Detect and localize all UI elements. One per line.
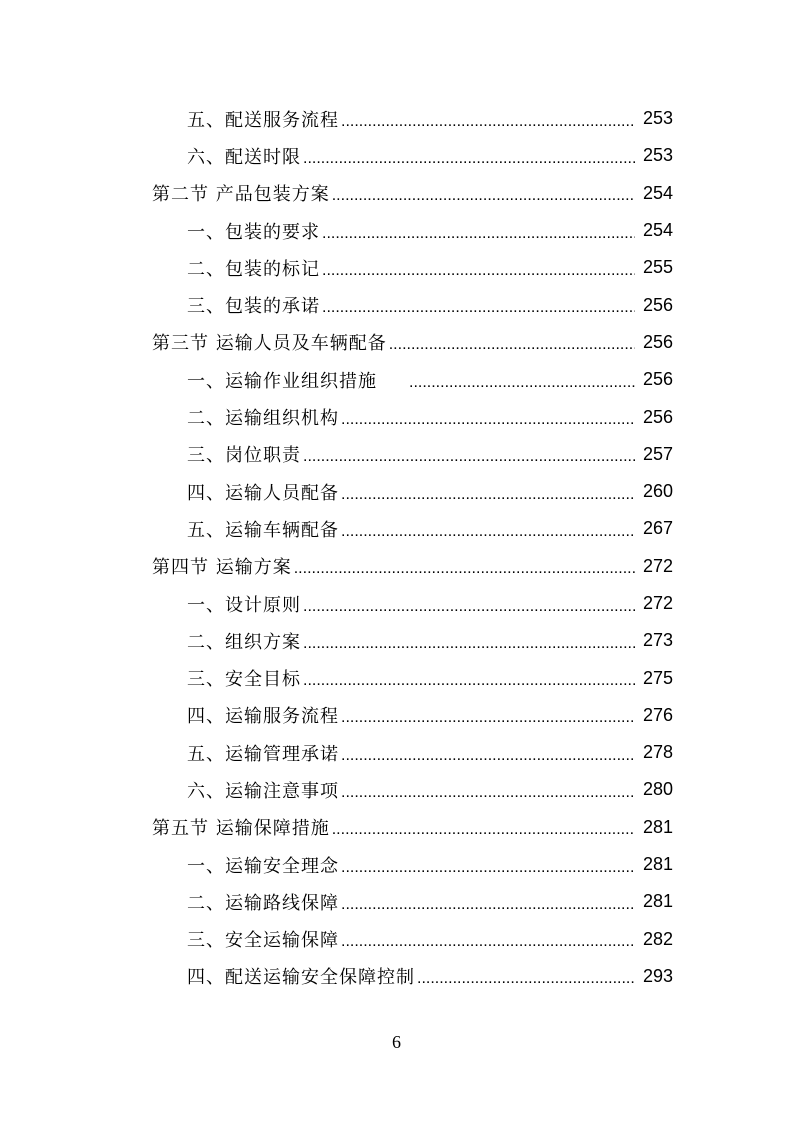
toc-entry-page-number: 254 [642, 182, 673, 203]
toc-entry-title: 第四节 运输方案 [152, 557, 292, 579]
toc-subsection-entry[interactable] [0, 510, 793, 547]
toc-subsection-entry[interactable] [0, 249, 793, 286]
toc-entry-page-number: 281 [642, 854, 673, 875]
toc-dot-leader [341, 524, 635, 540]
toc-entry-page-number: 253 [642, 108, 673, 129]
toc-entry-title: 四、运输服务流程 [187, 706, 339, 728]
toc-section-entry[interactable] [0, 809, 793, 846]
toc-entry-title: 五、运输管理承诺 [187, 743, 339, 765]
toc-dot-leader [303, 636, 635, 652]
toc-dot-leader [303, 449, 635, 465]
toc-subsection-entry[interactable] [0, 212, 793, 249]
toc-entry-title: 三、包装的承诺 [187, 296, 320, 318]
toc-entry-title: 一、包装的要求 [187, 221, 320, 243]
toc-subsection-entry[interactable] [0, 286, 793, 323]
toc-entry-title: 六、配送时限 [187, 146, 301, 168]
toc-dot-leader [389, 337, 635, 353]
toc-entry-page-number: 257 [642, 443, 673, 464]
toc-entry-title: 三、安全运输保障 [187, 930, 339, 952]
toc-entry-page-number: 272 [642, 593, 673, 613]
toc-entry-page-number: 260 [642, 481, 673, 502]
toc-entry-page-number: 281 [642, 891, 673, 912]
toc-entry-page-number: 272 [642, 555, 673, 576]
toc-dot-leader [332, 188, 635, 204]
toc-subsection-entry[interactable] [0, 398, 793, 435]
toc-entry-page-number: 293 [642, 965, 673, 986]
toc-subsection-entry[interactable] [0, 659, 793, 696]
toc-dot-leader [341, 710, 635, 726]
toc-entry-title: 三、安全目标 [187, 669, 301, 691]
toc-section-entry[interactable] [0, 548, 793, 585]
toc-entry-page-number: 276 [642, 704, 673, 725]
toc-entry-page-number: 253 [642, 145, 673, 166]
toc-entry-title: 第三节 运输人员及车辆配备 [152, 333, 387, 355]
toc-entry-page-number: 282 [642, 928, 673, 949]
toc-dot-leader [409, 375, 635, 391]
toc-entry-page-number: 254 [642, 220, 673, 241]
toc-subsection-entry[interactable] [0, 585, 793, 622]
toc-subsection-entry[interactable] [0, 436, 793, 473]
toc-subsection-entry[interactable] [0, 361, 793, 398]
toc-entry-page-number: 256 [642, 369, 673, 390]
toc-entry-title: 四、运输人员配备 [187, 482, 339, 504]
toc-section-entry[interactable] [0, 175, 793, 212]
toc-entry-title: 二、组织方案 [187, 631, 301, 653]
toc-entry-title: 一、运输安全理念 [187, 855, 339, 877]
toc-dot-leader [322, 263, 635, 279]
toc-dot-leader [303, 599, 635, 615]
toc-section-entry[interactable] [0, 324, 793, 361]
toc-entry-page-number: 273 [642, 630, 673, 651]
page-number: 6 [392, 1032, 401, 1052]
toc-dot-leader [341, 114, 635, 130]
toc-entry-page-number: 256 [642, 294, 673, 315]
toc-subsection-entry[interactable] [0, 883, 793, 920]
toc-dot-leader [341, 487, 635, 503]
toc-entry-page-number: 256 [642, 331, 673, 352]
toc-entry-title: 一、设计原则 [187, 594, 301, 616]
toc-entry-title: 第五节 运输保障措施 [152, 818, 330, 840]
toc-dot-leader [417, 971, 635, 987]
toc-entry-title: 二、运输组织机构 [187, 408, 339, 430]
toc-entry-title: 三、岗位职责 [187, 445, 301, 467]
toc-entry-page-number: 275 [642, 667, 673, 688]
toc-entry-title: 二、包装的标记 [187, 258, 320, 280]
toc-dot-leader [341, 897, 635, 913]
toc-entry-title: 五、配送服务流程 [187, 109, 339, 131]
toc-subsection-entry[interactable] [0, 771, 793, 808]
toc-entry-page-number: 267 [642, 518, 673, 539]
toc-entry-page-number: 281 [642, 816, 673, 837]
toc-entry-page-number: 255 [642, 257, 673, 278]
toc-dot-leader [322, 300, 635, 316]
toc-entry-title: 四、配送运输安全保障控制 [187, 967, 415, 989]
toc-dot-leader [322, 226, 635, 242]
toc-dot-leader [341, 860, 635, 876]
toc-dot-leader [341, 785, 635, 801]
toc-dot-leader [341, 412, 635, 428]
toc-entry-title: 六、运输注意事项 [187, 780, 339, 802]
toc-subsection-entry[interactable] [0, 958, 793, 995]
toc-subsection-entry[interactable] [0, 921, 793, 958]
toc-subsection-entry[interactable] [0, 622, 793, 659]
toc-dot-leader [332, 822, 635, 838]
toc-subsection-entry[interactable] [0, 697, 793, 734]
toc-entry-title: 第二节 产品包装方案 [152, 184, 330, 206]
table-of-contents [0, 100, 793, 995]
toc-dot-leader [303, 673, 635, 689]
toc-entry-page-number: 280 [642, 779, 673, 800]
toc-subsection-entry[interactable] [0, 100, 793, 137]
toc-entry-title: 五、运输车辆配备 [187, 519, 339, 541]
toc-dot-leader [341, 934, 635, 950]
toc-subsection-entry[interactable] [0, 137, 793, 174]
toc-entry-page-number: 278 [642, 742, 673, 763]
toc-subsection-entry[interactable] [0, 846, 793, 883]
toc-subsection-entry[interactable] [0, 734, 793, 771]
toc-dot-leader [294, 561, 635, 577]
toc-entry-page-number: 256 [642, 406, 673, 427]
toc-entry-title: 一、运输作业组织措施 [187, 370, 377, 392]
toc-subsection-entry[interactable] [0, 473, 793, 510]
toc-dot-leader [341, 748, 635, 764]
toc-entry-title: 二、运输路线保障 [187, 892, 339, 914]
toc-dot-leader [303, 151, 635, 167]
